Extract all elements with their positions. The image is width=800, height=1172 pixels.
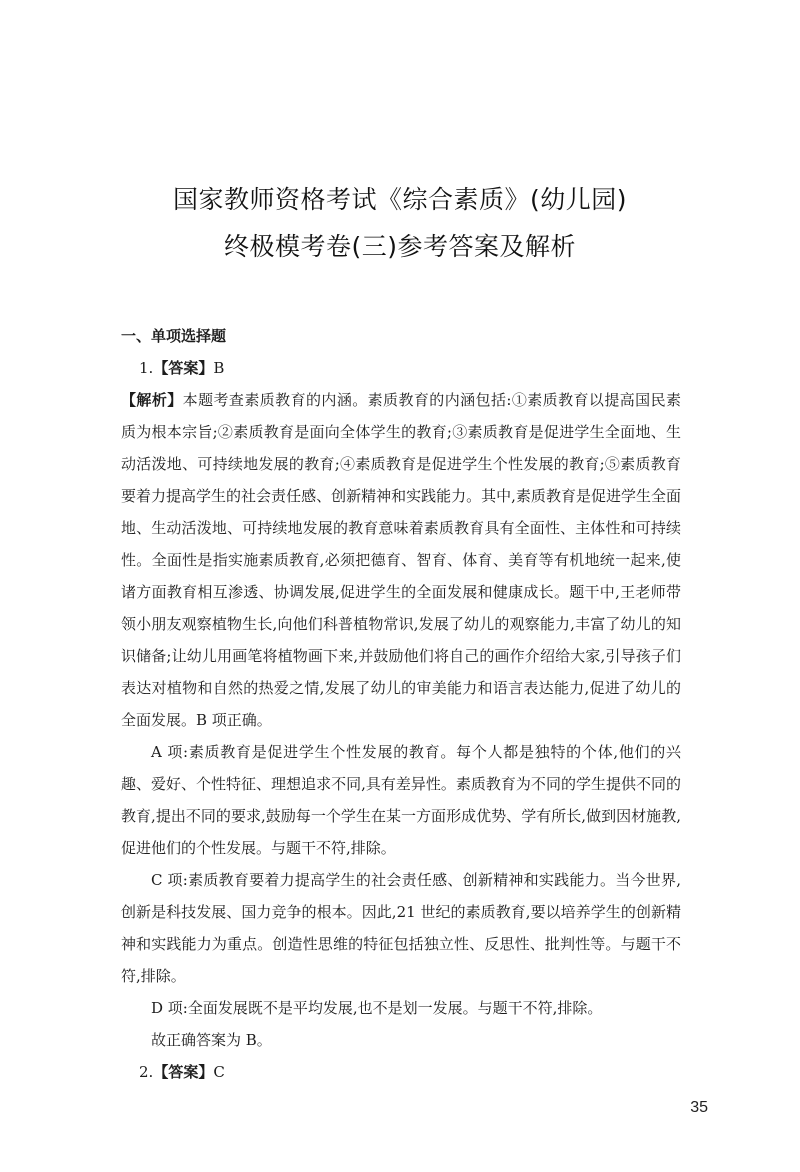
question2-answer-value: C [213, 1063, 225, 1081]
document-body [121, 320, 681, 1088]
question2-answer-label: 【答案】 [153, 1063, 214, 1081]
question1-answer-value: B [213, 359, 225, 377]
question1-analysis-text: 本题考查素质教育的内涵。素质教育的内涵包括:①素质教育以提高国民素质为根本宗旨;②素质教育是面向全体学生的教育;③素质教育是促进学生全面地、生动活泼地、可持续地发展的教育;④素质教育是促进学生个性发展的教育;⑤素质教育要着力提高学生的社会责任感、创新精神和实践能力。其中,素质教育是促进学生全面地、生动活泼地、可持续地发展的教育意味着素质教育具有全面性、主体性和可持续性。全面性是指实施素质教育,必须把德育、智育、体育、美育等有机地统一起来,使诸方面教育相互渗透、协调发展,促进学生的全面发展和健康成长。题干中,王老师带领小朋友观察植物生长,向他们科普植物常识,发展了幼儿的观察能力,丰富了幼儿的知识储备;让幼儿用画笔将植物画下来,并鼓励他们将自己的画作介绍给大家,引导孩子们表达对植物和自然的热爱之情,发展了幼儿的审美能力和语言表达能力,促进了幼儿的全面发展。B 项正确。 [121, 391, 681, 729]
section-heading: 一、单项选择题 [121, 327, 227, 345]
document-title-line2: 终极模考卷(三)参考答案及解析 [223, 232, 576, 261]
question1-answer-label: 【答案】 [153, 359, 214, 377]
document-title-line1: 国家教师资格考试《综合素质》(幼儿园) [172, 185, 627, 214]
question1-analysis-label: 【解析】 [121, 391, 183, 409]
question2-answer-line [121, 1056, 681, 1088]
question2-number: 2. [139, 1063, 154, 1081]
question1-conclusion: 故正确答案为 B。 [151, 1031, 272, 1049]
page-number: 35 [690, 1099, 708, 1116]
question1-answer-line [121, 352, 681, 384]
question1-option-c: C 项:素质教育要着力提高学生的社会责任感、创新精神和实践能力。当今世界,创新是科技发展、国力竞争的根本。因此,21 世纪的素质教育,要以培养学生的创新精神和实践能力为重点。创造性思维的特征包括独立性、反思性、批判性等。与题干不符,排除。 [121, 871, 681, 985]
question1-number: 1. [139, 359, 154, 377]
question1-analysis [121, 384, 681, 736]
question1-option-d: D 项:全面发展既不是平均发展,也不是划一发展。与题干不符,排除。 [151, 999, 603, 1017]
question1-option-a: A 项:素质教育是促进学生个性发展的教育。每个人都是独特的个体,他们的兴趣、爱好、个性特征、理想追求不同,具有差异性。素质教育为不同的学生提供不同的教育,提出不同的要求,鼓励每一个学生在某一方面形成优势、学有所长,做到因材施教,促进他们的个性发展。与题干不符,排除。 [121, 743, 681, 857]
